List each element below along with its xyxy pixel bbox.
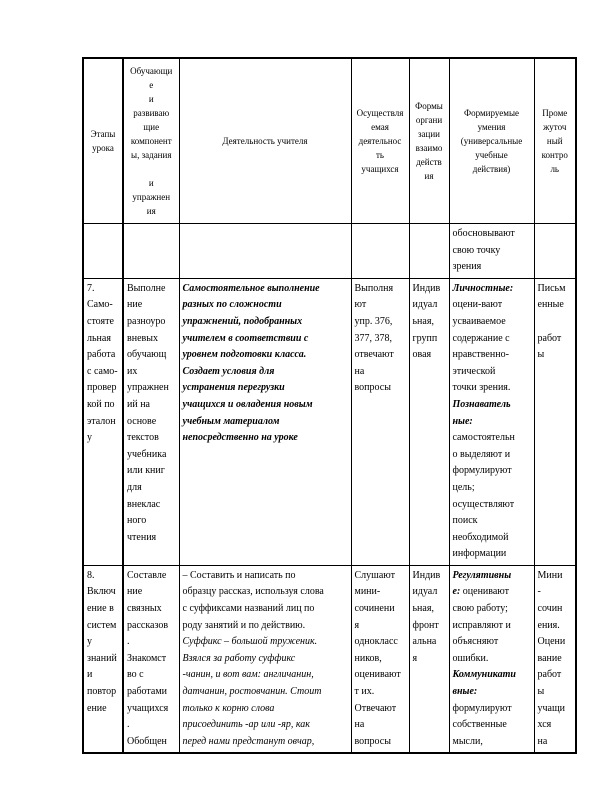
- skills-heading: Познаватель ные:: [452, 398, 511, 427]
- skills-heading: Коммуникати вные:: [452, 669, 516, 698]
- cell: [179, 224, 351, 279]
- skills-text: самостоятельн о выделяют и формулируют цель; осуществляют поиск необходимой информации: [452, 432, 515, 560]
- cell: [123, 224, 179, 279]
- cell: [351, 224, 409, 279]
- header-control: Проме жуточ ный контро ль: [534, 58, 576, 224]
- cell-forms: Индив идуал ьная, фронт альна я: [409, 565, 449, 753]
- cell-stage: 7. Само- стояте льная работа с само- провер кой по эталон у: [83, 278, 123, 565]
- cell-tasks: Составле ние связных рассказов . Знакомст во с работами учащихся . Обобщен: [123, 565, 179, 753]
- cell: [534, 224, 576, 279]
- cell-students: Слушают мини- сочинени я однокласс ников, оценивают т их. Отвечают на вопросы: [351, 565, 409, 753]
- skills-heading: Регулятивны е:: [452, 569, 512, 598]
- cell-teacher: Самостоятельное выполнение разных по сложности упражнений, подобранных учителем в соответствии с уровнем подготовки класса. Создает условия для устранения перегрузки учащихся и овладения новым учебным материалом непосредственно на уроке: [179, 278, 351, 565]
- header-skills: Формируемые умения (универсальные учебные действия): [449, 58, 534, 224]
- header-students: Осуществля емая деятельнос ть учащихся: [351, 58, 409, 224]
- cell-teacher: [179, 565, 351, 753]
- skills-heading: Личностные:: [452, 282, 514, 294]
- cell-forms: Индив идуал ьная, групп овая: [409, 278, 449, 565]
- header-tasks: Обучающи е и развиваю щие компонент ы, задания и упражнен ия: [123, 58, 179, 224]
- header-row: [83, 58, 576, 224]
- cell-stage: 8. Включ ение в систем у знаний и повтор ение: [83, 565, 123, 753]
- lesson-plan-table: [82, 57, 577, 754]
- header-teacher: Деятельность учителя: [179, 58, 351, 224]
- skills-text: формулируют собственные мысли,: [452, 702, 512, 747]
- table-row: [83, 278, 576, 565]
- table-row: [83, 565, 576, 753]
- cell-tasks: Выполне ние разноуро вневых обучающ их упражнен ий на основе текстов учебника или книг для внеклас ного чтения: [123, 278, 179, 565]
- skills-text: оцени-вают усваиваемое содержание с нравственно- этической точки зрения.: [452, 299, 511, 394]
- cell-skills: [449, 565, 534, 753]
- cell-students: Выполня ют упр. 376, 377, 378, отвечают на вопросы: [351, 278, 409, 565]
- teacher-text: – Составить и написать по образцу рассказ, используя слова с суффиксами названий лиц по роду занятий и по действию.: [182, 569, 324, 631]
- cell: [409, 224, 449, 279]
- skills-text: оценивают свою работу; исправляют и объясняют ошибки.: [452, 586, 511, 664]
- cell: [83, 224, 123, 279]
- cell-skills: [449, 278, 534, 565]
- teacher-quote: Суффикс – большой труженик. Взялся за работу суффикс -чанин, и вот вам: англичанин, датчанин, ростовчанин. Стоит только к корню слова присоединить -ар или -яр, как перед нами предстанут овчар,: [182, 636, 322, 747]
- cell-skills: обосновывают свою точку зрения: [449, 224, 534, 279]
- cell-control: Письм енные работ ы: [534, 278, 576, 565]
- table-row: [83, 224, 576, 279]
- header-stage: Этапы урока: [83, 58, 123, 224]
- header-forms: Формы органи зации взаимо действ ия: [409, 58, 449, 224]
- cell-control: Мини - сочин ения. Оцени вание работ ы учащи хся на: [534, 565, 576, 753]
